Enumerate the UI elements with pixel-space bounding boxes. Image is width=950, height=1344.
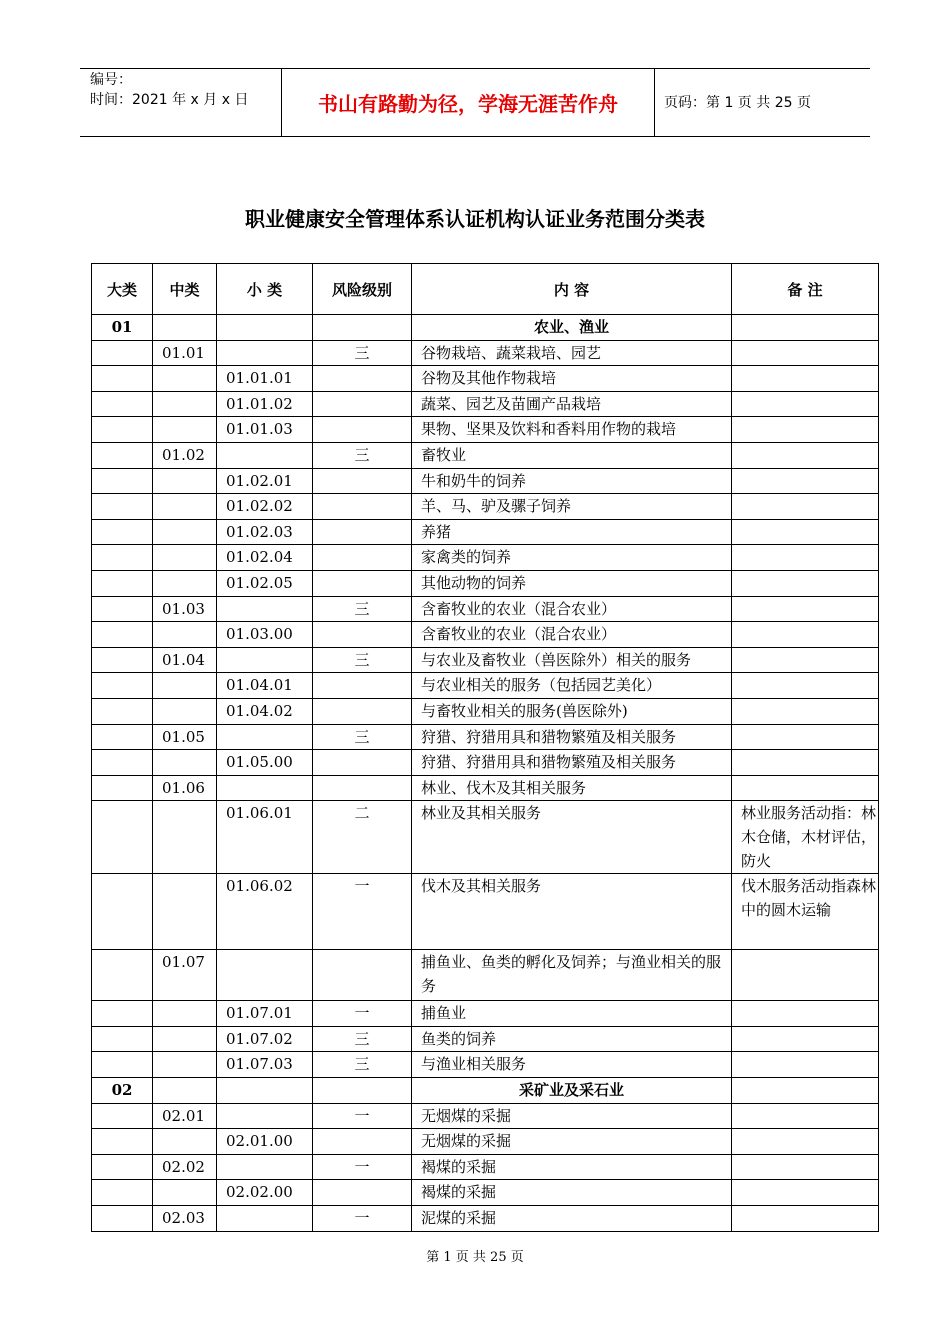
table-row [92, 442, 879, 468]
cell-small [217, 596, 313, 622]
table-row [92, 1103, 879, 1129]
cell-risk [313, 950, 412, 1001]
header-motto: 书山有路勤为径，学海无涯苦作舟 [318, 92, 618, 116]
table-row [92, 570, 879, 596]
cell-big [92, 494, 153, 520]
table-header-row [92, 264, 879, 315]
table-row [92, 417, 879, 443]
cell-mid [153, 545, 217, 571]
cell-note [732, 391, 879, 417]
cell-risk [313, 468, 412, 494]
cell-risk: 三 [313, 442, 412, 468]
cell-note [732, 622, 879, 648]
cell-small: 01.02.05 [217, 570, 313, 596]
cell-mid [153, 750, 217, 776]
cell-content: 果物、坚果及饮料和香料用作物的栽培 [412, 417, 732, 443]
cell-risk [313, 570, 412, 596]
cell-mid [153, 801, 217, 874]
cell-content: 蔬菜、园艺及苗圃产品栽培 [412, 391, 732, 417]
cell-big: 01 [92, 315, 153, 341]
cell-note [732, 340, 879, 366]
cell-small: 01.07.03 [217, 1052, 313, 1078]
cell-big [92, 801, 153, 874]
header-page-info: 页码：第 1 页 共 25 页 [664, 95, 811, 111]
cell-small [217, 950, 313, 1001]
cell-content: 与农业相关的服务（包括园艺美化） [412, 673, 732, 699]
cell-note [732, 596, 879, 622]
col-header-risk: 风险级别 [313, 264, 412, 315]
cell-content: 家禽类的饲养 [412, 545, 732, 571]
cell-content: 农业、渔业 [412, 315, 732, 341]
cell-content: 鱼类的饲养 [412, 1026, 732, 1052]
cell-big [92, 1180, 153, 1206]
col-header-note: 备 注 [732, 264, 879, 315]
cell-note [732, 775, 879, 801]
cell-big [92, 442, 153, 468]
cell-risk [313, 366, 412, 392]
cell-big [92, 545, 153, 571]
cell-risk: 一 [313, 1206, 412, 1232]
cell-note [732, 494, 879, 520]
cell-mid: 01.04 [153, 647, 217, 673]
cell-mid: 01.02 [153, 442, 217, 468]
cell-content: 捕鱼业 [412, 1001, 732, 1027]
cell-risk: 三 [313, 596, 412, 622]
cell-mid [153, 673, 217, 699]
cell-small: 01.02.02 [217, 494, 313, 520]
cell-note [732, 1103, 879, 1129]
header-top-rule [80, 68, 870, 69]
cell-mid [153, 315, 217, 341]
cell-small [217, 442, 313, 468]
cell-small [217, 647, 313, 673]
cell-risk [313, 519, 412, 545]
cell-risk [313, 545, 412, 571]
table-row [92, 596, 879, 622]
cell-risk: 三 [313, 1052, 412, 1078]
cell-mid: 02.01 [153, 1103, 217, 1129]
cell-risk [313, 750, 412, 776]
table-row [92, 391, 879, 417]
cell-mid: 01.01 [153, 340, 217, 366]
cell-big [92, 340, 153, 366]
cell-note: 林业服务活动指：林木仓储，木材评估，防火 [732, 801, 879, 874]
cell-big [92, 698, 153, 724]
cell-mid: 01.07 [153, 950, 217, 1001]
cell-big [92, 391, 153, 417]
cell-small: 01.06.01 [217, 801, 313, 874]
cell-note [732, 1078, 879, 1104]
table-row [92, 874, 879, 950]
cell-risk: 三 [313, 1026, 412, 1052]
table-row [92, 1078, 879, 1104]
cell-mid: 01.06 [153, 775, 217, 801]
document-time-label: 时间：2021 年 x 月 x 日 [90, 92, 249, 108]
cell-content: 泥煤的采掘 [412, 1206, 732, 1232]
cell-mid [153, 417, 217, 443]
cell-big [92, 519, 153, 545]
cell-small [217, 315, 313, 341]
header-bottom-rule [80, 136, 870, 137]
cell-content: 养猪 [412, 519, 732, 545]
cell-small: 01.04.02 [217, 698, 313, 724]
cell-note [732, 315, 879, 341]
table-row [92, 647, 879, 673]
cell-content: 伐木及其相关服务 [412, 874, 732, 950]
cell-content: 与渔业相关服务 [412, 1052, 732, 1078]
cell-big: 02 [92, 1078, 153, 1104]
cell-risk: 三 [313, 340, 412, 366]
header-meta [90, 70, 248, 110]
cell-big [92, 366, 153, 392]
cell-risk: 一 [313, 1154, 412, 1180]
cell-small [217, 775, 313, 801]
cell-content: 含畜牧业的农业（混合农业） [412, 622, 732, 648]
cell-small [217, 340, 313, 366]
cell-note [732, 724, 879, 750]
cell-note [732, 545, 879, 571]
cell-note [732, 1180, 879, 1206]
cell-big [92, 1052, 153, 1078]
table-row [92, 340, 879, 366]
cell-big [92, 570, 153, 596]
cell-content: 狩猎、狩猎用具和猎物繁殖及相关服务 [412, 724, 732, 750]
header-divider-right [654, 68, 655, 136]
cell-content: 无烟煤的采掘 [412, 1129, 732, 1155]
cell-mid [153, 1052, 217, 1078]
cell-note [732, 1026, 879, 1052]
cell-small: 01.02.01 [217, 468, 313, 494]
cell-content: 无烟煤的采掘 [412, 1103, 732, 1129]
cell-small [217, 1206, 313, 1232]
cell-small: 01.01.01 [217, 366, 313, 392]
cell-content: 与畜牧业相关的服务(兽医除外) [412, 698, 732, 724]
cell-note [732, 519, 879, 545]
cell-small: 01.07.01 [217, 1001, 313, 1027]
document-title: 职业健康安全管理体系认证机构认证业务范围分类表 [245, 207, 705, 231]
cell-big [92, 1129, 153, 1155]
cell-content: 牛和奶牛的饲养 [412, 468, 732, 494]
cell-risk [313, 673, 412, 699]
cell-small: 01.02.04 [217, 545, 313, 571]
cell-small: 01.01.02 [217, 391, 313, 417]
cell-small: 01.04.01 [217, 673, 313, 699]
cell-note [732, 1052, 879, 1078]
cell-mid [153, 1078, 217, 1104]
cell-note [732, 366, 879, 392]
cell-risk: 三 [313, 724, 412, 750]
cell-mid [153, 874, 217, 950]
cell-small: 02.01.00 [217, 1129, 313, 1155]
cell-mid [153, 366, 217, 392]
cell-note [732, 647, 879, 673]
table-row [92, 1026, 879, 1052]
cell-note [732, 468, 879, 494]
cell-risk: 三 [313, 647, 412, 673]
cell-mid [153, 1129, 217, 1155]
cell-big [92, 1026, 153, 1052]
cell-risk: 一 [313, 874, 412, 950]
cell-note [732, 1154, 879, 1180]
cell-content: 与农业及畜牧业（兽医除外）相关的服务 [412, 647, 732, 673]
cell-note [732, 698, 879, 724]
cell-risk [313, 775, 412, 801]
classification-table [91, 263, 879, 1232]
cell-content: 捕鱼业、鱼类的孵化及饲养；与渔业相关的服务 [412, 950, 732, 1001]
cell-note [732, 673, 879, 699]
cell-big [92, 468, 153, 494]
cell-content: 采矿业及采石业 [412, 1078, 732, 1104]
cell-big [92, 750, 153, 776]
cell-mid [153, 494, 217, 520]
cell-risk: 一 [313, 1103, 412, 1129]
cell-risk [313, 622, 412, 648]
col-header-mid: 中类 [153, 264, 217, 315]
cell-risk [313, 1129, 412, 1155]
cell-big [92, 1206, 153, 1232]
cell-content: 褐煤的采掘 [412, 1154, 732, 1180]
cell-note [732, 570, 879, 596]
cell-big [92, 775, 153, 801]
cell-risk [313, 494, 412, 520]
document-number-label: 编号： [90, 72, 132, 88]
table-row [92, 1001, 879, 1027]
cell-mid [153, 1180, 217, 1206]
cell-mid [153, 519, 217, 545]
cell-content: 谷物栽培、蔬菜栽培、园艺 [412, 340, 732, 366]
cell-content: 其他动物的饲养 [412, 570, 732, 596]
cell-mid: 02.02 [153, 1154, 217, 1180]
table-row [92, 622, 879, 648]
cell-small [217, 1078, 313, 1104]
cell-small [217, 1103, 313, 1129]
table-row [92, 698, 879, 724]
cell-small: 01.03.00 [217, 622, 313, 648]
cell-content: 谷物及其他作物栽培 [412, 366, 732, 392]
cell-note: 伐木服务活动指森林中的圆木运输 [732, 874, 879, 950]
cell-big [92, 673, 153, 699]
table-row [92, 494, 879, 520]
cell-mid [153, 698, 217, 724]
cell-note [732, 1206, 879, 1232]
table-body [92, 315, 879, 1232]
cell-content: 含畜牧业的农业（混合农业） [412, 596, 732, 622]
cell-big [92, 874, 153, 950]
table-row [92, 673, 879, 699]
cell-note [732, 442, 879, 468]
cell-big [92, 622, 153, 648]
table-row [92, 750, 879, 776]
cell-mid [153, 570, 217, 596]
cell-risk [313, 1180, 412, 1206]
cell-small: 01.05.00 [217, 750, 313, 776]
cell-small: 02.02.00 [217, 1180, 313, 1206]
col-header-small: 小 类 [217, 264, 313, 315]
table-row [92, 315, 879, 341]
cell-risk: 一 [313, 1001, 412, 1027]
cell-big [92, 1103, 153, 1129]
table-row [92, 724, 879, 750]
cell-small: 01.02.03 [217, 519, 313, 545]
table-row [92, 1180, 879, 1206]
cell-content: 林业、伐木及其相关服务 [412, 775, 732, 801]
cell-mid: 02.03 [153, 1206, 217, 1232]
cell-risk [313, 391, 412, 417]
cell-big [92, 1001, 153, 1027]
cell-risk [313, 698, 412, 724]
table-row [92, 950, 879, 1001]
cell-mid: 01.05 [153, 724, 217, 750]
table-row [92, 801, 879, 874]
cell-content: 羊、马、驴及骡子饲养 [412, 494, 732, 520]
col-header-big: 大类 [92, 264, 153, 315]
cell-mid [153, 468, 217, 494]
cell-note [732, 1001, 879, 1027]
cell-small [217, 724, 313, 750]
table-row [92, 519, 879, 545]
cell-small: 01.01.03 [217, 417, 313, 443]
cell-risk: 二 [313, 801, 412, 874]
cell-big [92, 417, 153, 443]
cell-mid: 01.03 [153, 596, 217, 622]
cell-note [732, 1129, 879, 1155]
cell-small: 01.07.02 [217, 1026, 313, 1052]
cell-content: 褐煤的采掘 [412, 1180, 732, 1206]
cell-mid [153, 1001, 217, 1027]
cell-note [732, 950, 879, 1001]
cell-big [92, 1154, 153, 1180]
table-row [92, 775, 879, 801]
cell-big [92, 724, 153, 750]
cell-mid [153, 622, 217, 648]
table-row [92, 545, 879, 571]
cell-risk [313, 1078, 412, 1104]
cell-small [217, 1154, 313, 1180]
cell-risk [313, 417, 412, 443]
cell-content: 林业及其相关服务 [412, 801, 732, 874]
cell-big [92, 950, 153, 1001]
page-footer: 第 1 页 共 25 页 [426, 1250, 524, 1265]
cell-note [732, 417, 879, 443]
table-row [92, 366, 879, 392]
cell-risk [313, 315, 412, 341]
cell-small: 01.06.02 [217, 874, 313, 950]
col-header-content: 内 容 [412, 264, 732, 315]
table-row [92, 1206, 879, 1232]
table-row [92, 1154, 879, 1180]
cell-mid [153, 1026, 217, 1052]
table-row [92, 468, 879, 494]
table-row [92, 1129, 879, 1155]
cell-note [732, 750, 879, 776]
cell-content: 狩猎、狩猎用具和猎物繁殖及相关服务 [412, 750, 732, 776]
cell-content: 畜牧业 [412, 442, 732, 468]
cell-mid [153, 391, 217, 417]
table-row [92, 1052, 879, 1078]
cell-big [92, 596, 153, 622]
cell-big [92, 647, 153, 673]
